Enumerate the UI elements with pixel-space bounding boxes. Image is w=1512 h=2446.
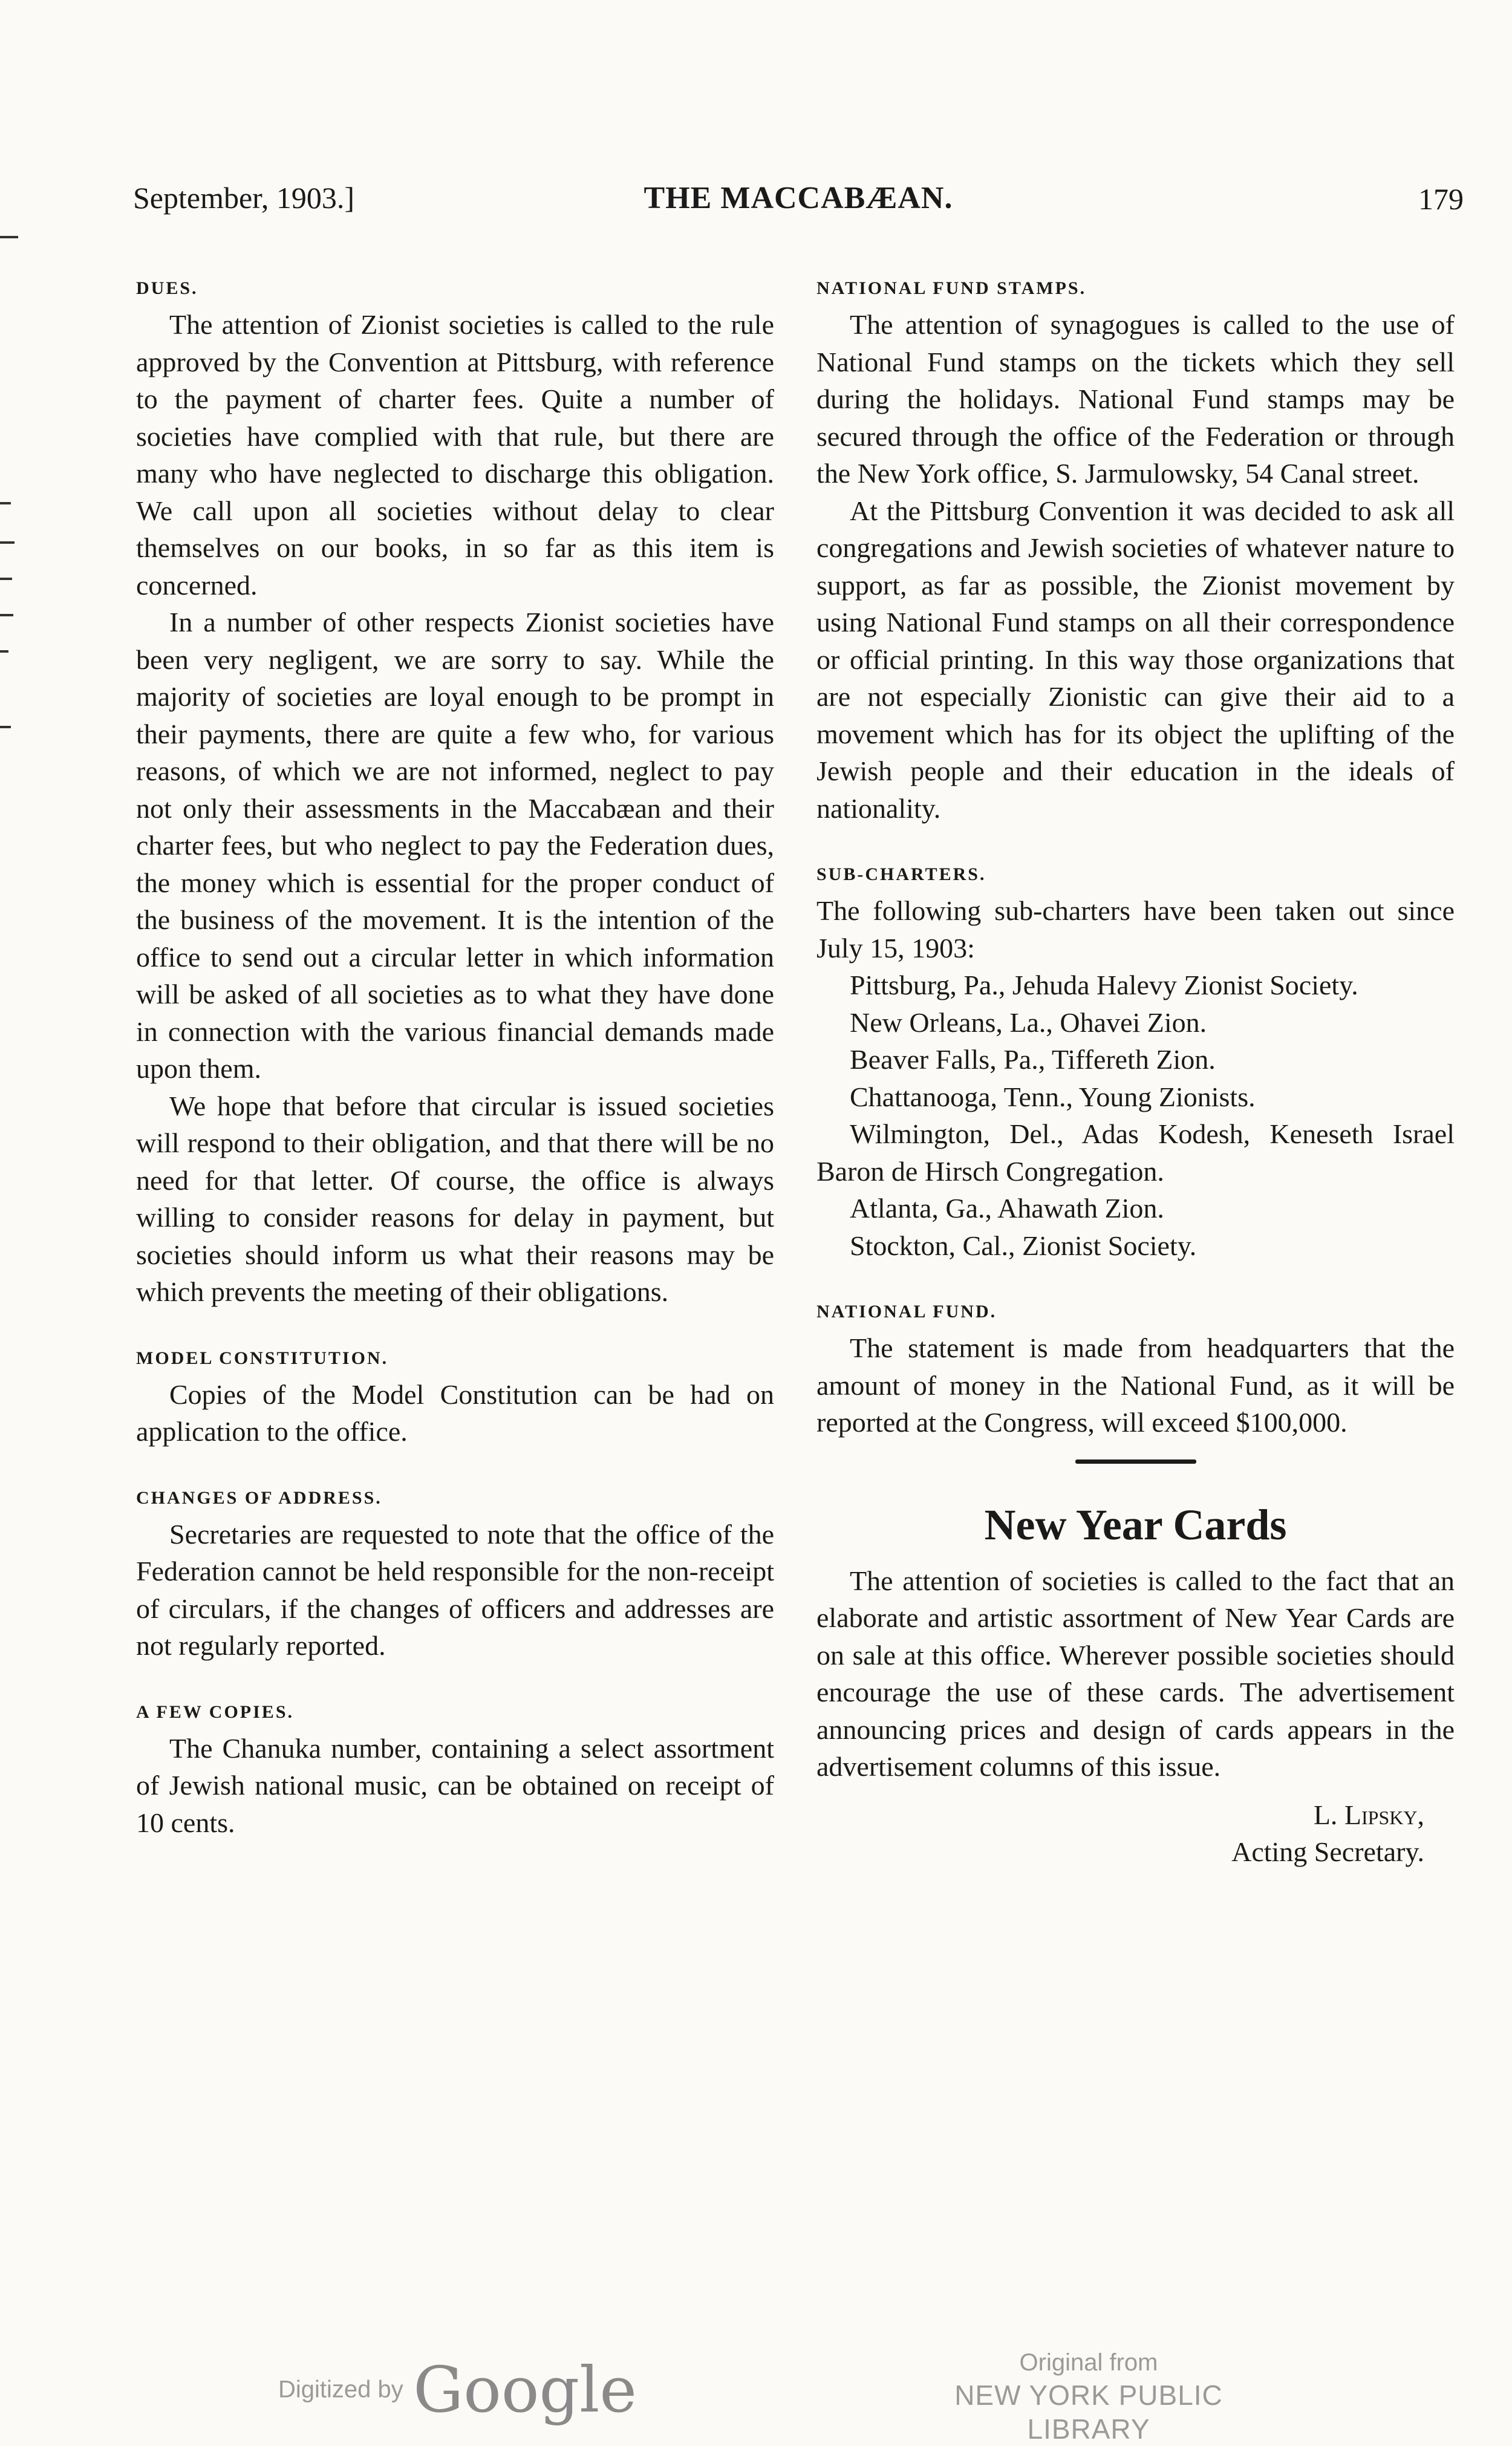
section-dues xyxy=(136,278,774,1311)
margin-mark xyxy=(0,726,11,728)
section-sub-charters xyxy=(816,864,1455,1264)
margin-mark xyxy=(0,578,12,580)
right-column xyxy=(816,278,1455,1908)
section-heading: CHANGES OF ADDRESS. xyxy=(136,1487,382,1508)
left-margin-marks xyxy=(0,0,24,2419)
list-item: Beaver Falls, Pa., Tiffereth Zion. xyxy=(850,1044,1216,1075)
digitized-by-label: Digitized by xyxy=(278,2376,403,2403)
google-logo: Google xyxy=(413,2353,637,2427)
section-national-fund xyxy=(816,1302,1455,1441)
paragraph: Secretaries are requested to note that the office of the Federation cannot be held responsible for the non-receipt of circulars, if the changes of officers and addresses are not regularly reported. xyxy=(136,1518,774,1661)
journal-title: THE MACCABÆAN. xyxy=(644,181,953,215)
header-date: September, 1903.] xyxy=(133,181,354,215)
paragraph: Copies of the Model Constitution can be had on application to the office. xyxy=(136,1378,774,1447)
library-name: NEW YORK PUBLIC LIBRARY xyxy=(954,2379,1223,2445)
section-heading: DUES. xyxy=(136,278,198,298)
paragraph: The attention of societies is called to the fact that an elaborate and artistic assortment of New Year Cards are on sale at this office. Wherever possible societies should encourage the use of these cards. The advertisement announcing prices and design of cards appears in the advertisement columns of this issue. xyxy=(816,1565,1455,1782)
section-divider-rule xyxy=(1075,1459,1196,1464)
margin-mark xyxy=(0,614,13,616)
original-source-watermark xyxy=(895,2347,1282,2446)
signature-block xyxy=(816,1796,1455,1871)
section-a-few-copies xyxy=(136,1702,774,1842)
section-new-year-cards xyxy=(816,1500,1455,1871)
section-heading: SUB-CHARTERS. xyxy=(816,864,986,884)
margin-mark xyxy=(0,650,8,653)
paragraph: At the Pittsburg Convention it was decided to ask all congregations and Jewish societies of whatever nature to support, as far as possible, the Zionist movement by using National Fund stamps on all their correspondence or official printing. In this way those organizations that are not especially Zionistic can give their aid to a movement which has for its object the uplifting of the Jewish people and their education in the ideals of nationality. xyxy=(816,495,1455,824)
original-from-label: Original from xyxy=(1019,2349,1158,2376)
list-item: Pittsburg, Pa., Jehuda Halevy Zionist Society. xyxy=(850,970,1358,1000)
section-heading: NATIONAL FUND. xyxy=(816,1302,997,1322)
list-item: Chattanooga, Tenn., Young Zionists. xyxy=(850,1081,1256,1112)
running-header xyxy=(133,180,1464,229)
list-item: New Orleans, La., Ohavei Zion. xyxy=(850,1006,1207,1038)
paragraph: The attention of Zionist societies is called to the rule approved by the Convention at Pittsburg, with reference to the payment of charter fees. Quite a number of societies have complied with that rule, but there are many who have neglected to discharge this obligation. We call upon all societies without delay to clear themselves on our books, in so far as this item is concerned. xyxy=(136,309,774,601)
section-changes-of-address xyxy=(136,1488,774,1665)
section-national-fund-stamps xyxy=(816,278,1455,827)
margin-mark xyxy=(0,541,15,544)
section-heading: NATIONAL FUND STAMPS. xyxy=(816,278,1087,298)
page-number: 179 xyxy=(1418,182,1464,216)
signature-name: L. Lipsky, xyxy=(1313,1799,1424,1830)
section-heading: A FEW COPIES. xyxy=(136,1701,294,1722)
paragraph: The following sub-charters have been taken out since July 15, 1903: xyxy=(816,895,1455,964)
signature-title: Acting Secretary. xyxy=(1231,1836,1424,1867)
paragraph: The statement is made from headquarters that the amount of money in the National Fund, as it will be reported at the Congress, will exceed $100,000. xyxy=(816,1332,1455,1438)
list-item: Wilmington, Del., Adas Kodesh, Keneseth Israel Baron de Hirsch Congregation. xyxy=(816,1118,1455,1187)
margin-mark xyxy=(0,502,11,504)
margin-mark xyxy=(0,236,18,238)
paragraph: The attention of synagogues is called to the use of National Fund stamps on the tickets which they sell during the holidays. National Fund stamps may be secured through the office of the Federation or through the New York office, S. Jarmulowsky, 54 Canal street. xyxy=(816,309,1455,489)
list-item: Atlanta, Ga., Ahawath Zion. xyxy=(850,1193,1164,1224)
list-item: Stockton, Cal., Zionist Society. xyxy=(850,1230,1197,1261)
digitized-by-google-watermark xyxy=(278,2353,637,2427)
paragraph: The Chanuka number, containing a select assortment of Jewish national music, can be obtained on receipt of 10 cents. xyxy=(136,1732,774,1838)
paragraph: We hope that before that circular is issued societies will respond to their obligation, and that there will be no need for that letter. Of course, the office is always willing to consider reasons for delay in payment, but societies should inform us what their reasons may be which prevents the meeting of their obligations. xyxy=(136,1090,774,1307)
section-model-constitution xyxy=(136,1348,774,1450)
left-column xyxy=(136,278,774,1879)
section-heading: MODEL CONSTITUTION. xyxy=(136,1348,389,1368)
cards-title: New Year Cards xyxy=(984,1500,1287,1549)
paragraph: In a number of other respects Zionist societies have been very negligent, we are sorry to say. While the majority of societies are loyal enough to be prompt in their payments, there are quite a few who, for various reasons, of which we are not informed, neglect to pay not only their assessments in the Maccabæan and their charter fees, but who neglect to pay the Federation dues, the money which is essential for the proper conduct of the business of the movement. It is the intention of the office to send out a circular letter in which information will be asked of all societies as to what they have done in connection with the various financial demands made upon them. xyxy=(136,607,774,1084)
